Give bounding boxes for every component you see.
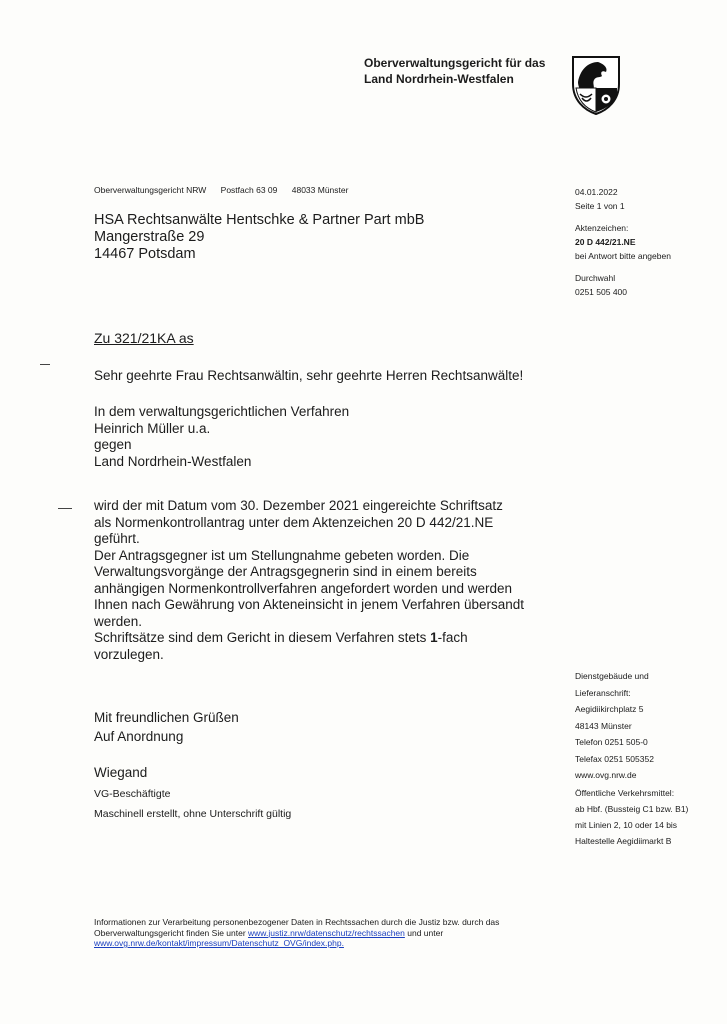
body-line: geführt.: [94, 531, 140, 546]
sender-postfach: Postfach 63 09: [220, 185, 278, 195]
privacy-footer: [94, 917, 574, 949]
body-line: Verwaltungsvorgänge der Antragsgegnerin sind in einem bereits: [94, 564, 477, 579]
copies-suffix: -fach: [437, 630, 468, 645]
recipient-line3: 14467 Potsdam: [94, 246, 196, 262]
case-line: In dem verwaltungsgerichtlichen Verfahren: [94, 404, 350, 419]
transport-line: Öffentliche Verkehrsmittel:: [575, 788, 675, 798]
reference-line: Zu 321/21KA as: [94, 330, 194, 346]
page-count: Seite 1 von 1: [575, 201, 625, 211]
address-line: 48143 Münster: [575, 720, 632, 731]
footer-line1: Informationen zur Verarbeitung personenbezogener Daten in Rechtssachen durch die Justiz bzw. durch das: [94, 917, 500, 927]
recipient-line1: HSA Rechtsanwälte Hentschke & Partner Part mbB: [94, 212, 425, 228]
court-address-block: [575, 668, 725, 784]
case-block: [94, 404, 564, 470]
body-line: wird der mit Datum vom 30. Dezember 2021 eingereichte Schriftsatz: [94, 498, 503, 513]
aktenzeichen-value: 20 D 442/21.NE: [575, 237, 636, 247]
address-line: Telefon 0251 505-0: [575, 737, 648, 747]
ovg-privacy-link[interactable]: www.ovg.nrw.de/kontakt/impressum/Datenschutz_OVG/index.php.: [94, 938, 344, 948]
recipient-address: [94, 212, 424, 263]
sender-city: 48033 Münster: [291, 185, 349, 195]
footer-text-post: und unter: [404, 927, 444, 938]
closing-greeting: Mit freundlichen Grüßen: [94, 710, 239, 725]
case-line: Land Nordrhein-Westfalen: [94, 453, 252, 469]
transport-line: mit Linien 2, 10 oder 14 bis: [575, 820, 678, 830]
footer-text: Oberverwaltungsgericht finden Sie unter: [94, 927, 249, 938]
copies-text: Schriftsätze sind dem Gericht in diesem Verfahren stets: [94, 630, 431, 645]
durchwahl-value: 0251 505 400: [575, 287, 627, 297]
case-line: gegen: [94, 437, 132, 452]
body-line: Der Antragsgegner ist um Stellungnahme gebeten worden. Die: [94, 547, 470, 563]
closing-authority: Auf Anordnung: [94, 729, 184, 744]
durchwahl-label: Durchwahl: [575, 273, 616, 283]
court-name-line2: Land Nordrhein-Westfalen: [364, 72, 514, 86]
case-line: Heinrich Müller u.a.: [94, 420, 211, 436]
signer-name: Wiegand: [94, 765, 148, 780]
body-line: Ihnen nach Gewährung von Akteneinsicht in jenem Verfahren übersandt: [94, 597, 525, 612]
letter-date: 04.01.2022: [575, 187, 618, 197]
transport-block: [575, 785, 725, 849]
website-link[interactable]: www.ovg.nrw.de: [575, 770, 637, 780]
aktenzeichen-hint: bei Antwort bitte angeben: [575, 251, 671, 261]
sender-address-line: [94, 185, 360, 195]
salutation: Sehr geehrte Frau Rechtsanwältin, sehr geehrte Herren Rechtsanwälte!: [94, 368, 524, 383]
court-heading: [364, 55, 564, 87]
copies-count: 1: [430, 630, 438, 645]
address-line: Telefax 0251 505352: [575, 753, 654, 764]
body-line: als Normenkontrollantrag unter dem Aktenzeichen 20 D 442/21.NE: [94, 514, 494, 530]
address-line: Dienstgebäude und: [575, 671, 649, 681]
justiz-privacy-link[interactable]: www.justiz.nrw/datenschutz/rechtssachen: [248, 927, 405, 938]
transport-line: Haltestelle Aegidiimarkt B: [575, 836, 672, 846]
court-name-line1: Oberverwaltungsgericht für das: [364, 56, 546, 70]
address-line: Aegidiikirchplatz 5: [575, 704, 644, 714]
aktenzeichen-label: Aktenzeichen:: [575, 223, 629, 233]
closing-block: [94, 708, 564, 746]
sender-name: Oberverwaltungsgericht NRW: [94, 185, 207, 195]
copies-line2: vorzulegen.: [94, 646, 164, 662]
letter-body: [94, 498, 564, 663]
footer-line2: [94, 928, 574, 939]
recipient-line2: Mangerstraße 29: [94, 229, 205, 245]
signer-role: VG-Beschäftigte: [94, 788, 171, 800]
nrw-crest-icon: [570, 54, 622, 116]
letter-meta: [575, 185, 725, 299]
signer-note: Maschinell erstellt, ohne Unterschrift gültig: [94, 808, 292, 820]
fold-mark: [40, 364, 50, 365]
body-line: anhängigen Normenkontrollverfahren angefordert worden und werden: [94, 580, 513, 596]
copies-line: [94, 630, 564, 647]
transport-line: ab Hbf. (Bussteig C1 bzw. B1): [575, 804, 689, 814]
punch-mark: [58, 508, 72, 509]
body-line: werden.: [94, 613, 143, 629]
address-line: Lieferanschrift:: [575, 687, 631, 698]
